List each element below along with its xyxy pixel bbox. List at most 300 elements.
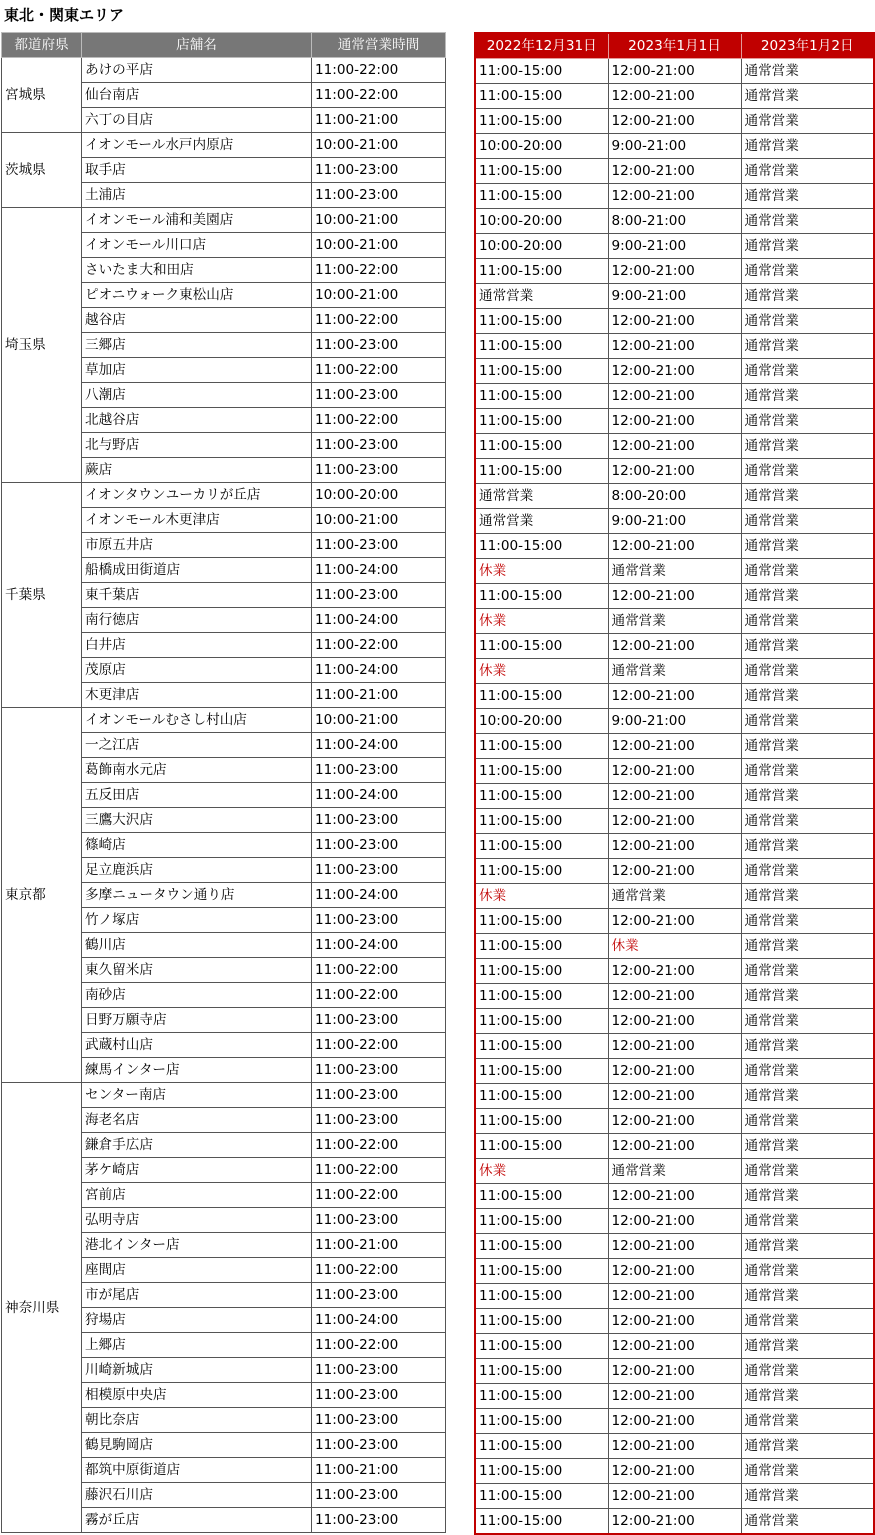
table-row	[475, 859, 874, 884]
date-1-hours-cell: 11:00-15:00	[475, 959, 608, 984]
header-prefecture: 都道府県	[2, 33, 82, 58]
table-row	[475, 1334, 874, 1359]
normal-hours-cell: 11:00-23:00	[312, 1433, 446, 1458]
date-2-hours-cell: 通常営業	[608, 659, 741, 684]
date-2-hours-cell: 9:00-21:00	[608, 509, 741, 534]
table-row	[475, 259, 874, 284]
date-2-hours-cell: 12:00-21:00	[608, 909, 741, 934]
date-2-hours-cell: 8:00-20:00	[608, 484, 741, 509]
normal-hours-cell: 10:00-20:00	[312, 483, 446, 508]
date-3-hours-cell: 通常営業	[741, 1059, 874, 1084]
table-row	[475, 334, 874, 359]
table-row	[475, 1509, 874, 1535]
normal-hours-cell: 11:00-24:00	[312, 608, 446, 633]
date-1-hours-cell: 通常営業	[475, 509, 608, 534]
date-3-hours-cell: 通常営業	[741, 684, 874, 709]
normal-hours-cell: 11:00-23:00	[312, 1508, 446, 1533]
page-title: 東北・関東エリア	[4, 6, 125, 24]
normal-hours-cell: 11:00-22:00	[312, 258, 446, 283]
date-3-hours-cell: 通常営業	[741, 409, 874, 434]
date-3-hours-cell: 通常営業	[741, 84, 874, 109]
date-2-hours-cell: 12:00-21:00	[608, 1509, 741, 1535]
store-name-cell: 鶴見駒岡店	[82, 1433, 312, 1458]
date-2-hours-cell: 9:00-21:00	[608, 709, 741, 734]
normal-hours-cell: 11:00-23:00	[312, 333, 446, 358]
header-date-1: 2022年12月31日	[475, 33, 608, 59]
date-2-hours-cell: 12:00-21:00	[608, 1209, 741, 1234]
table-row	[475, 184, 874, 209]
date-2-hours-cell: 12:00-21:00	[608, 1084, 741, 1109]
store-name-cell: 南砂店	[82, 983, 312, 1008]
store-name-cell: 港北インター店	[82, 1233, 312, 1258]
date-3-hours-cell: 通常営業	[741, 509, 874, 534]
date-1-hours-cell: 11:00-15:00	[475, 984, 608, 1009]
normal-hours-cell: 11:00-22:00	[312, 1158, 446, 1183]
header-row	[475, 33, 874, 59]
date-1-hours-cell: 11:00-15:00	[475, 309, 608, 334]
header-store-name: 店舗名	[82, 33, 312, 58]
table-row	[475, 484, 874, 509]
date-3-hours-cell: 通常営業	[741, 609, 874, 634]
date-2-hours-cell: 12:00-21:00	[608, 1484, 741, 1509]
date-3-hours-cell: 通常営業	[741, 309, 874, 334]
date-1-hours-cell: 11:00-15:00	[475, 434, 608, 459]
normal-hours-cell: 11:00-22:00	[312, 408, 446, 433]
table-row	[475, 1084, 874, 1109]
header-date-2: 2023年1月1日	[608, 33, 741, 59]
normal-hours-cell: 11:00-23:00	[312, 1083, 446, 1108]
store-name-cell: 船橋成田街道店	[82, 558, 312, 583]
table-row	[2, 1083, 446, 1108]
store-name-cell: 川崎新城店	[82, 1358, 312, 1383]
date-1-hours-cell: 通常営業	[475, 484, 608, 509]
normal-hours-cell: 11:00-23:00	[312, 383, 446, 408]
table-row	[475, 1359, 874, 1384]
table-row	[475, 384, 874, 409]
normal-hours-cell: 11:00-21:00	[312, 1458, 446, 1483]
normal-hours-cell: 11:00-23:00	[312, 1483, 446, 1508]
date-1-hours-cell: 11:00-15:00	[475, 1234, 608, 1259]
date-3-hours-cell: 通常営業	[741, 1334, 874, 1359]
date-3-hours-cell: 通常営業	[741, 884, 874, 909]
date-3-hours-cell: 通常営業	[741, 709, 874, 734]
date-2-hours-cell: 12:00-21:00	[608, 1434, 741, 1459]
date-3-hours-cell: 通常営業	[741, 1109, 874, 1134]
normal-hours-cell: 11:00-23:00	[312, 1058, 446, 1083]
date-1-hours-cell: 11:00-15:00	[475, 909, 608, 934]
store-name-cell: 三郷店	[82, 333, 312, 358]
store-name-cell: 鎌倉手広店	[82, 1133, 312, 1158]
date-3-hours-cell: 通常営業	[741, 1084, 874, 1109]
table-row	[475, 784, 874, 809]
date-2-hours-cell: 12:00-21:00	[608, 734, 741, 759]
date-1-hours-cell: 11:00-15:00	[475, 1359, 608, 1384]
store-name-cell: イオンタウンユーカリが丘店	[82, 483, 312, 508]
normal-hours-cell: 11:00-23:00	[312, 1008, 446, 1033]
store-name-cell: 海老名店	[82, 1108, 312, 1133]
date-3-hours-cell: 通常営業	[741, 909, 874, 934]
date-3-hours-cell: 通常営業	[741, 1209, 874, 1234]
date-1-hours-cell: 11:00-15:00	[475, 1309, 608, 1334]
date-3-hours-cell: 通常営業	[741, 59, 874, 84]
date-1-hours-cell: 11:00-15:00	[475, 1184, 608, 1209]
date-2-hours-cell: 12:00-21:00	[608, 384, 741, 409]
table-row	[475, 1434, 874, 1459]
date-3-hours-cell: 通常営業	[741, 784, 874, 809]
normal-hours-cell: 11:00-24:00	[312, 558, 446, 583]
date-3-hours-cell: 通常営業	[741, 334, 874, 359]
date-2-hours-cell: 12:00-21:00	[608, 1184, 741, 1209]
date-3-hours-cell: 通常営業	[741, 209, 874, 234]
normal-hours-cell: 11:00-24:00	[312, 1308, 446, 1333]
store-name-cell: 南行徳店	[82, 608, 312, 633]
table-row	[475, 1159, 874, 1184]
store-name-cell: 武蔵村山店	[82, 1033, 312, 1058]
store-name-cell: 弘明寺店	[82, 1208, 312, 1233]
store-name-cell: 宮前店	[82, 1183, 312, 1208]
date-3-hours-cell: 通常営業	[741, 1384, 874, 1409]
store-name-cell: 上郷店	[82, 1333, 312, 1358]
date-1-hours-cell: 11:00-15:00	[475, 684, 608, 709]
store-name-cell: あけの平店	[82, 58, 312, 83]
date-3-hours-cell: 通常営業	[741, 1459, 874, 1484]
table-row	[475, 1259, 874, 1284]
date-2-hours-cell: 12:00-21:00	[608, 59, 741, 84]
store-name-cell: イオンモール川口店	[82, 233, 312, 258]
normal-hours-cell: 11:00-23:00	[312, 158, 446, 183]
date-1-hours-cell: 休業	[475, 559, 608, 584]
table-row	[475, 209, 874, 234]
header-row	[2, 33, 446, 58]
table-row	[475, 234, 874, 259]
date-2-hours-cell: 12:00-21:00	[608, 1409, 741, 1434]
date-3-hours-cell: 通常営業	[741, 834, 874, 859]
date-3-hours-cell: 通常営業	[741, 1134, 874, 1159]
table-row	[475, 884, 874, 909]
date-3-hours-cell: 通常営業	[741, 534, 874, 559]
date-3-hours-cell: 通常営業	[741, 584, 874, 609]
normal-hours-cell: 11:00-23:00	[312, 758, 446, 783]
store-name-cell: 日野万願寺店	[82, 1008, 312, 1033]
table-row	[475, 1134, 874, 1159]
table-row	[475, 634, 874, 659]
date-1-hours-cell: 11:00-15:00	[475, 259, 608, 284]
normal-hours-cell: 10:00-21:00	[312, 508, 446, 533]
store-name-cell: ピオニウォーク東松山店	[82, 283, 312, 308]
date-2-hours-cell: 12:00-21:00	[608, 1009, 741, 1034]
normal-hours-cell: 11:00-23:00	[312, 183, 446, 208]
header-date-3: 2023年1月2日	[741, 33, 874, 59]
date-3-hours-cell: 通常営業	[741, 1434, 874, 1459]
normal-hours-cell: 11:00-22:00	[312, 83, 446, 108]
date-1-hours-cell: 11:00-15:00	[475, 1259, 608, 1284]
date-3-hours-cell: 通常営業	[741, 1009, 874, 1034]
table-row	[475, 309, 874, 334]
prefecture-cell: 茨城県	[2, 133, 82, 208]
store-name-cell: 一之江店	[82, 733, 312, 758]
table-row	[475, 1184, 874, 1209]
normal-hours-cell: 11:00-23:00	[312, 908, 446, 933]
date-3-hours-cell: 通常営業	[741, 1184, 874, 1209]
normal-hours-cell: 11:00-24:00	[312, 733, 446, 758]
date-1-hours-cell: 11:00-15:00	[475, 1059, 608, 1084]
table-row	[475, 584, 874, 609]
table-row	[475, 909, 874, 934]
store-name-cell: 市が尾店	[82, 1283, 312, 1308]
store-name-cell: 八潮店	[82, 383, 312, 408]
normal-hours-cell: 11:00-22:00	[312, 58, 446, 83]
prefecture-cell: 神奈川県	[2, 1083, 82, 1533]
normal-hours-cell: 11:00-24:00	[312, 933, 446, 958]
date-3-hours-cell: 通常営業	[741, 1284, 874, 1309]
date-2-hours-cell: 12:00-21:00	[608, 1334, 741, 1359]
date-3-hours-cell: 通常営業	[741, 1034, 874, 1059]
date-1-hours-cell: 休業	[475, 884, 608, 909]
store-name-cell: 蕨店	[82, 458, 312, 483]
prefecture-cell: 埼玉県	[2, 208, 82, 483]
store-name-cell: 仙台南店	[82, 83, 312, 108]
date-2-hours-cell: 12:00-21:00	[608, 584, 741, 609]
normal-hours-cell: 10:00-21:00	[312, 283, 446, 308]
store-name-cell: 木更津店	[82, 683, 312, 708]
date-2-hours-cell: 12:00-21:00	[608, 434, 741, 459]
date-3-hours-cell: 通常営業	[741, 559, 874, 584]
normal-hours-cell: 11:00-23:00	[312, 1108, 446, 1133]
table-row	[475, 1484, 874, 1509]
table-row	[475, 809, 874, 834]
date-3-hours-cell: 通常営業	[741, 134, 874, 159]
date-1-hours-cell: 11:00-15:00	[475, 359, 608, 384]
date-2-hours-cell: 12:00-21:00	[608, 334, 741, 359]
store-name-cell: 北越谷店	[82, 408, 312, 433]
date-1-hours-cell: 11:00-15:00	[475, 1084, 608, 1109]
date-2-hours-cell: 12:00-21:00	[608, 984, 741, 1009]
date-3-hours-cell: 通常営業	[741, 109, 874, 134]
normal-hours-cell: 11:00-23:00	[312, 533, 446, 558]
date-1-hours-cell: 11:00-15:00	[475, 809, 608, 834]
date-2-hours-cell: 12:00-21:00	[608, 1459, 741, 1484]
date-1-hours-cell: 11:00-15:00	[475, 1409, 608, 1434]
date-1-hours-cell: 11:00-15:00	[475, 1284, 608, 1309]
normal-hours-cell: 10:00-21:00	[312, 233, 446, 258]
normal-hours-cell: 11:00-23:00	[312, 1383, 446, 1408]
table-row	[475, 1059, 874, 1084]
store-name-cell: 東久留米店	[82, 958, 312, 983]
date-1-hours-cell: 休業	[475, 659, 608, 684]
table-row	[475, 1459, 874, 1484]
date-3-hours-cell: 通常営業	[741, 434, 874, 459]
normal-hours-cell: 11:00-22:00	[312, 983, 446, 1008]
table-row	[475, 284, 874, 309]
date-3-hours-cell: 通常営業	[741, 1509, 874, 1535]
table-row	[475, 1284, 874, 1309]
normal-hours-cell: 10:00-21:00	[312, 133, 446, 158]
normal-hours-cell: 11:00-23:00	[312, 1283, 446, 1308]
date-1-hours-cell: 11:00-15:00	[475, 1334, 608, 1359]
date-1-hours-cell: 11:00-15:00	[475, 1134, 608, 1159]
date-3-hours-cell: 通常営業	[741, 659, 874, 684]
store-name-cell: 東千葉店	[82, 583, 312, 608]
date-1-hours-cell: 11:00-15:00	[475, 1434, 608, 1459]
table-row	[475, 659, 874, 684]
normal-hours-cell: 10:00-21:00	[312, 708, 446, 733]
store-name-cell: 相模原中央店	[82, 1383, 312, 1408]
store-name-cell: 土浦店	[82, 183, 312, 208]
date-2-hours-cell: 12:00-21:00	[608, 1259, 741, 1284]
date-2-hours-cell: 12:00-21:00	[608, 809, 741, 834]
date-1-hours-cell: 11:00-15:00	[475, 859, 608, 884]
date-3-hours-cell: 通常営業	[741, 759, 874, 784]
table-row	[2, 708, 446, 733]
date-3-hours-cell: 通常営業	[741, 859, 874, 884]
date-1-hours-cell: 11:00-15:00	[475, 1384, 608, 1409]
table-row	[475, 1209, 874, 1234]
table-row	[475, 984, 874, 1009]
date-2-hours-cell: 12:00-21:00	[608, 1284, 741, 1309]
store-name-cell: 都筑中原街道店	[82, 1458, 312, 1483]
date-2-hours-cell: 9:00-21:00	[608, 134, 741, 159]
table-row	[475, 534, 874, 559]
store-name-cell: 五反田店	[82, 783, 312, 808]
table-row	[475, 84, 874, 109]
store-name-cell: 白井店	[82, 633, 312, 658]
store-name-cell: 藤沢石川店	[82, 1483, 312, 1508]
table-row	[2, 483, 446, 508]
date-1-hours-cell: 11:00-15:00	[475, 784, 608, 809]
date-3-hours-cell: 通常営業	[741, 734, 874, 759]
store-name-cell: 座間店	[82, 1258, 312, 1283]
date-1-hours-cell: 11:00-15:00	[475, 1209, 608, 1234]
date-2-hours-cell: 12:00-21:00	[608, 259, 741, 284]
table-row	[475, 134, 874, 159]
store-name-cell: 取手店	[82, 158, 312, 183]
date-3-hours-cell: 通常営業	[741, 1409, 874, 1434]
table-row	[475, 684, 874, 709]
table-row	[475, 1234, 874, 1259]
date-1-hours-cell: 11:00-15:00	[475, 384, 608, 409]
date-1-hours-cell: 11:00-15:00	[475, 59, 608, 84]
normal-hours-cell: 11:00-22:00	[312, 1258, 446, 1283]
date-3-hours-cell: 通常営業	[741, 234, 874, 259]
store-hours-table	[1, 32, 446, 1533]
date-2-hours-cell: 12:00-21:00	[608, 309, 741, 334]
date-1-hours-cell: 11:00-15:00	[475, 459, 608, 484]
date-1-hours-cell: 10:00-20:00	[475, 709, 608, 734]
date-1-hours-cell: 通常営業	[475, 284, 608, 309]
normal-hours-cell: 11:00-21:00	[312, 683, 446, 708]
table-row	[475, 1034, 874, 1059]
table-row	[475, 109, 874, 134]
normal-hours-cell: 11:00-23:00	[312, 433, 446, 458]
date-2-hours-cell: 12:00-21:00	[608, 1034, 741, 1059]
store-name-cell: 茂原店	[82, 658, 312, 683]
table-row	[475, 459, 874, 484]
store-name-cell: 鶴川店	[82, 933, 312, 958]
holiday-hours-table	[474, 32, 875, 1535]
normal-hours-cell: 11:00-24:00	[312, 783, 446, 808]
date-1-hours-cell: 11:00-15:00	[475, 1009, 608, 1034]
store-name-cell: 篠崎店	[82, 833, 312, 858]
table-row	[475, 1384, 874, 1409]
date-2-hours-cell: 12:00-21:00	[608, 534, 741, 559]
normal-hours-cell: 11:00-21:00	[312, 1233, 446, 1258]
date-2-hours-cell: 9:00-21:00	[608, 234, 741, 259]
store-name-cell: 多摩ニュータウン通り店	[82, 883, 312, 908]
normal-hours-cell: 11:00-22:00	[312, 1033, 446, 1058]
normal-hours-cell: 11:00-22:00	[312, 1133, 446, 1158]
date-1-hours-cell: 11:00-15:00	[475, 534, 608, 559]
store-name-cell: 足立鹿浜店	[82, 858, 312, 883]
normal-hours-cell: 11:00-22:00	[312, 958, 446, 983]
store-name-cell: 茅ケ崎店	[82, 1158, 312, 1183]
date-2-hours-cell: 12:00-21:00	[608, 1109, 741, 1134]
date-2-hours-cell: 12:00-21:00	[608, 759, 741, 784]
date-3-hours-cell: 通常営業	[741, 1309, 874, 1334]
date-1-hours-cell: 10:00-20:00	[475, 209, 608, 234]
date-1-hours-cell: 11:00-15:00	[475, 409, 608, 434]
date-1-hours-cell: 11:00-15:00	[475, 109, 608, 134]
date-2-hours-cell: 12:00-21:00	[608, 784, 741, 809]
date-1-hours-cell: 11:00-15:00	[475, 734, 608, 759]
date-3-hours-cell: 通常営業	[741, 1259, 874, 1284]
date-3-hours-cell: 通常営業	[741, 934, 874, 959]
date-2-hours-cell: 通常営業	[608, 884, 741, 909]
store-name-cell: 北与野店	[82, 433, 312, 458]
date-1-hours-cell: 11:00-15:00	[475, 1484, 608, 1509]
prefecture-cell: 千葉県	[2, 483, 82, 708]
store-name-cell: 霧が丘店	[82, 1508, 312, 1533]
table-row	[475, 509, 874, 534]
date-2-hours-cell: 12:00-21:00	[608, 184, 741, 209]
normal-hours-cell: 11:00-21:00	[312, 108, 446, 133]
date-1-hours-cell: 10:00-20:00	[475, 134, 608, 159]
store-name-cell: 葛飾南水元店	[82, 758, 312, 783]
store-name-cell: イオンモール木更津店	[82, 508, 312, 533]
date-2-hours-cell: 12:00-21:00	[608, 634, 741, 659]
date-1-hours-cell: 11:00-15:00	[475, 634, 608, 659]
normal-hours-cell: 11:00-23:00	[312, 833, 446, 858]
date-3-hours-cell: 通常営業	[741, 1484, 874, 1509]
store-name-cell: 三鷹大沢店	[82, 808, 312, 833]
date-2-hours-cell: 12:00-21:00	[608, 1359, 741, 1384]
table-row	[475, 1409, 874, 1434]
date-3-hours-cell: 通常営業	[741, 959, 874, 984]
date-3-hours-cell: 通常営業	[741, 984, 874, 1009]
date-2-hours-cell: 通常営業	[608, 1159, 741, 1184]
header-normal-hours: 通常営業時間	[312, 33, 446, 58]
normal-hours-cell: 11:00-23:00	[312, 1408, 446, 1433]
date-2-hours-cell: 12:00-21:00	[608, 684, 741, 709]
normal-hours-cell: 11:00-24:00	[312, 658, 446, 683]
table-row	[2, 133, 446, 158]
table-row	[475, 709, 874, 734]
date-2-hours-cell: 12:00-21:00	[608, 159, 741, 184]
normal-hours-cell: 11:00-23:00	[312, 1358, 446, 1383]
date-3-hours-cell: 通常営業	[741, 184, 874, 209]
normal-hours-cell: 11:00-24:00	[312, 883, 446, 908]
date-2-hours-cell: 12:00-21:00	[608, 1059, 741, 1084]
date-1-hours-cell: 11:00-15:00	[475, 1034, 608, 1059]
date-1-hours-cell: 10:00-20:00	[475, 234, 608, 259]
date-2-hours-cell: 12:00-21:00	[608, 859, 741, 884]
table-row	[475, 734, 874, 759]
normal-hours-cell: 11:00-22:00	[312, 1183, 446, 1208]
table-row	[2, 208, 446, 233]
table-row	[475, 409, 874, 434]
store-name-cell: 草加店	[82, 358, 312, 383]
date-3-hours-cell: 通常営業	[741, 459, 874, 484]
date-2-hours-cell: 12:00-21:00	[608, 84, 741, 109]
